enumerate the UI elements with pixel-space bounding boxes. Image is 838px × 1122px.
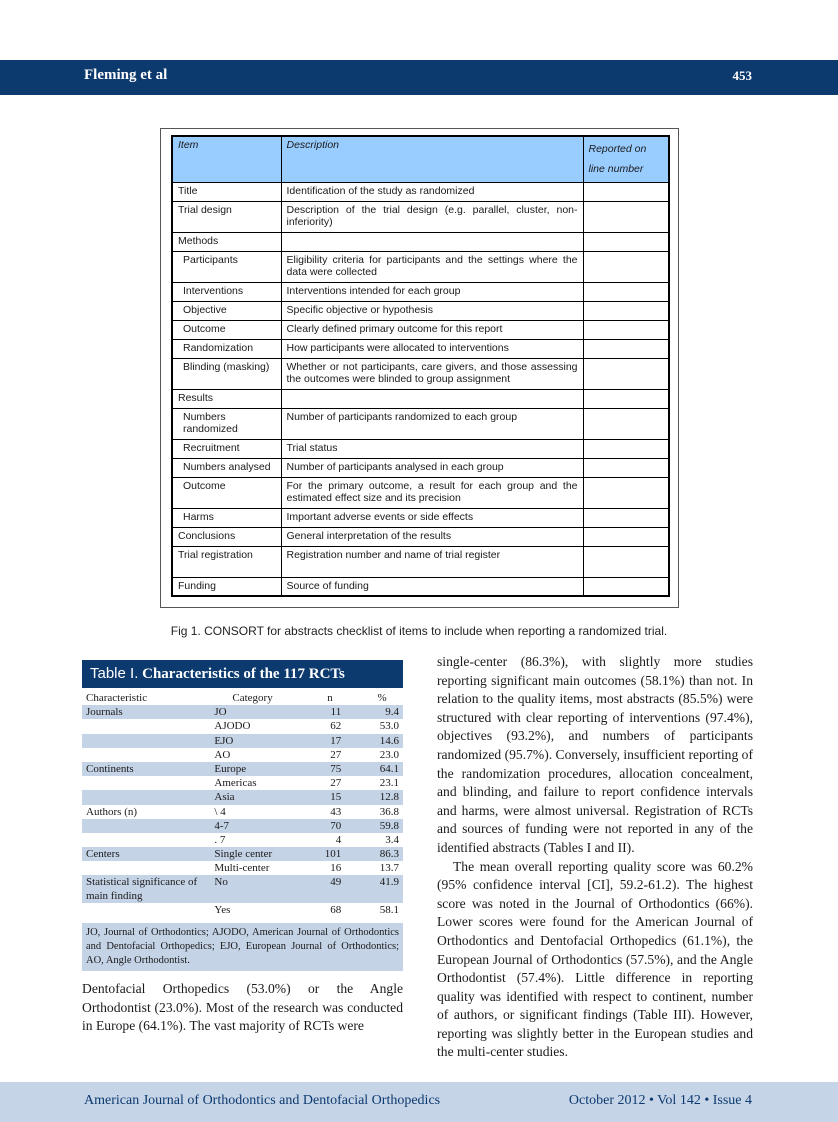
checklist-description: For the primary outcome, a result for each group and the estimated effect size and its precision (281, 477, 583, 508)
table-row (82, 762, 403, 776)
table-row (82, 833, 403, 847)
checklist-row (172, 232, 669, 251)
cell-characteristic (82, 819, 210, 833)
cell-percent: 12.8 (345, 790, 403, 804)
cell-n: 49 (307, 875, 346, 903)
cell-characteristic (82, 776, 210, 790)
cell-percent: 3.4 (385, 833, 399, 846)
checklist-row (172, 527, 669, 546)
checklist-item: Blinding (masking) (172, 358, 281, 389)
reported-line-cell (583, 508, 669, 527)
cell-percent: 58.1 (379, 904, 399, 917)
table-title-text: Characteristics of the 117 RCTs (142, 666, 345, 682)
table-row (82, 734, 403, 748)
checklist-row (172, 251, 669, 282)
cell-percent: 14.6 (345, 734, 403, 748)
checklist-row (172, 389, 669, 408)
running-title: Fleming et al (84, 67, 168, 83)
checklist-row (172, 546, 669, 577)
cell-n: 101 (307, 847, 346, 861)
checklist-description: Eligibility criteria for participants and the settings where the data were collected (281, 251, 583, 282)
paragraph: Dentofacial Orthopedics (53.0%) or the Angle Orthodontist (23.0%). Most of the research was conducted in Europe (64.1%). The vast majority of RCTs were (82, 981, 403, 1034)
reported-line-cell (583, 232, 669, 251)
col-percent: % (377, 692, 387, 704)
checklist-item: Randomization (172, 339, 281, 358)
reported-line-cell (583, 320, 669, 339)
cell-n: 43 (330, 805, 342, 818)
checklist-item: Harms (172, 508, 281, 527)
cell-percent: 59.8 (345, 819, 403, 833)
checklist-row (172, 439, 669, 458)
col-characteristic: Characteristic (86, 692, 148, 704)
cell-category: . 7 (214, 833, 226, 846)
checklist-description: Specific objective or hypothesis (281, 301, 583, 320)
checklist-item: Interventions (172, 282, 281, 301)
reported-line-cell (583, 527, 669, 546)
cell-characteristic: Journals (82, 705, 210, 719)
checklist-item: Trial registration (172, 546, 281, 577)
header-description: Description (281, 136, 583, 182)
cell-category: Asia (210, 790, 306, 804)
checklist-item: Participants (172, 251, 281, 282)
checklist-row (172, 458, 669, 477)
cell-category: EJO (210, 734, 306, 748)
checklist-description: Number of participants randomized to each group (281, 408, 583, 439)
checklist-row (172, 282, 669, 301)
table-header-row (82, 691, 403, 705)
table-row (82, 847, 403, 861)
cell-n: 70 (307, 819, 346, 833)
checklist-row (172, 301, 669, 320)
checklist-row (172, 182, 669, 201)
checklist-row (172, 508, 669, 527)
checklist-item: Methods (172, 232, 281, 251)
cell-category: \ 4 (214, 805, 226, 818)
cell-characteristic (82, 748, 210, 762)
table-row (82, 875, 403, 903)
cell-category: Single center (210, 847, 306, 861)
checklist-row (172, 408, 669, 439)
checklist-item: Recruitment (172, 439, 281, 458)
cell-n: 11 (307, 705, 346, 719)
checklist-item: Funding (172, 577, 281, 596)
cell-characteristic: Continents (82, 762, 210, 776)
paragraph: single-center (86.3%), with slightly more studies reporting significant main outcomes (58.1%) than not. In relation to the quality items, most abstracts (85.5%) were structured with clear reporting of interventions (97.4%), objectives (93.2%), and numbers of participants randomized (95.7%). Conversely, insufficient reporting of the randomization procedures, allocation concealment, and blinding, and failure to report confidence intervals and harms, were almost universal. Registration of RCTs and sources of funding were not reported in any of the identified abstracts (Tables I and II). (437, 654, 753, 855)
checklist-description: Interventions intended for each group (281, 282, 583, 301)
cell-characteristic (82, 719, 210, 733)
reported-line-cell (583, 577, 669, 596)
checklist-description: How participants were allocated to interventions (281, 339, 583, 358)
journal-name: American Journal of Orthodontics and Dentofacial Orthopedics (84, 1093, 441, 1108)
page-footer (0, 1082, 838, 1122)
cell-n: 16 (330, 862, 342, 875)
reported-line-cell (583, 458, 669, 477)
checklist-row (172, 339, 669, 358)
reported-line-cell (583, 301, 669, 320)
cell-category: Yes (214, 904, 231, 917)
characteristics-table (82, 691, 403, 918)
table-label: Table I. (90, 665, 139, 682)
figure-caption: Fig 1. CONSORT for abstracts checklist of items to include when reporting a randomized trial. (170, 624, 668, 638)
issue-info: October 2012 • Vol 142 • Issue 4 (568, 1093, 752, 1108)
table-1 (82, 660, 403, 971)
cell-n: 15 (307, 790, 346, 804)
checklist-description: Source of funding (281, 577, 583, 596)
cell-characteristic (82, 734, 210, 748)
table-row (82, 776, 403, 790)
cell-category: Multi-center (214, 862, 270, 875)
reported-line-cell (583, 339, 669, 358)
cell-n: 75 (307, 762, 346, 776)
cell-category: Americas (214, 777, 257, 790)
cell-percent: 13.7 (379, 862, 399, 875)
reported-line-cell (583, 182, 669, 201)
table-row (82, 861, 403, 875)
page-header (0, 60, 838, 95)
cell-category: AO (214, 748, 231, 761)
reported-line-cell (583, 358, 669, 389)
checklist-description: Registration number and name of trial register (281, 546, 583, 577)
table-row (82, 748, 403, 762)
checklist-description: Important adverse events or side effects (281, 508, 583, 527)
cell-characteristic: Statistical significance of main finding (82, 875, 210, 903)
checklist-item: Results (172, 389, 281, 408)
cell-characteristic: Centers (82, 847, 210, 861)
col-category: Category (232, 692, 273, 704)
cell-percent: 9.4 (345, 705, 403, 719)
table-row (82, 805, 403, 819)
cell-percent: 23.0 (379, 748, 399, 761)
col-n: n (327, 692, 333, 704)
checklist-item: Conclusions (172, 527, 281, 546)
table-1-footnote: JO, Journal of Orthodontics; AJODO, American Journal of Orthodontics and Dentofacial Orthopedics; EJO, European Journal of Orthodontics; AO, Angle Orthodontist. (82, 923, 403, 971)
page-number: 453 (732, 68, 752, 83)
checklist-description (281, 232, 583, 251)
checklist-item: Numbers analysed (172, 458, 281, 477)
cell-characteristic (82, 861, 210, 875)
cell-n: 4 (335, 833, 342, 846)
left-column-text (82, 980, 403, 1036)
consort-checklist-table (171, 135, 670, 597)
checklist-description: Whether or not participants, care givers, and those assessing the outcomes were blinded to group assignment (281, 358, 583, 389)
table-row (82, 719, 403, 733)
checklist-description: Description of the trial design (e.g. parallel, cluster, non-inferiority) (281, 201, 583, 232)
checklist-description: Trial status (281, 439, 583, 458)
cell-n: 62 (330, 720, 342, 733)
table-1-title (82, 660, 403, 688)
cell-n: 17 (307, 734, 346, 748)
cell-category: Europe (210, 762, 306, 776)
reported-line-cell (583, 439, 669, 458)
cell-percent: 86.3 (345, 847, 403, 861)
checklist-row (172, 477, 669, 508)
checklist-row (172, 201, 669, 232)
cell-percent: 53.0 (379, 720, 399, 733)
checklist-description: Number of participants analysed in each group (281, 458, 583, 477)
checklist-item: Outcome (172, 477, 281, 508)
cell-characteristic (82, 790, 210, 804)
cell-n: 27 (330, 777, 342, 790)
checklist-row (172, 320, 669, 339)
cell-category: AJODO (214, 720, 251, 733)
cell-n: 68 (330, 904, 342, 917)
right-column-text (437, 653, 753, 1062)
checklist-row (172, 358, 669, 389)
checklist-description: Identification of the study as randomized (281, 182, 583, 201)
checklist-description (281, 389, 583, 408)
checklist-item: Numbers randomized (172, 408, 281, 439)
checklist-item: Trial design (172, 201, 281, 232)
header-item: Item (172, 136, 281, 182)
table-row (82, 903, 403, 917)
checklist-description: General interpretation of the results (281, 527, 583, 546)
header-reported: Reported on line number (583, 136, 669, 182)
cell-category: JO (210, 705, 306, 719)
cell-characteristic (82, 903, 210, 917)
checklist-row (172, 577, 669, 596)
reported-line-cell (583, 282, 669, 301)
reported-line-cell (583, 201, 669, 232)
consort-figure (160, 128, 679, 608)
checklist-item: Objective (172, 301, 281, 320)
table-row (82, 790, 403, 804)
cell-characteristic (82, 833, 210, 847)
checklist-item: Outcome (172, 320, 281, 339)
table-row (82, 819, 403, 833)
reported-line-cell (583, 389, 669, 408)
checklist-item: Title (172, 182, 281, 201)
checklist-description: Clearly defined primary outcome for this report (281, 320, 583, 339)
cell-percent: 23.1 (379, 777, 399, 790)
reported-line-cell (583, 408, 669, 439)
reported-line-cell (583, 546, 669, 577)
table-row (82, 705, 403, 719)
cell-characteristic: Authors (n) (86, 805, 138, 818)
cell-n: 27 (330, 748, 342, 761)
paragraph: The mean overall reporting quality score was 60.2% (95% confidence interval [CI], 59.2-61.2). The highest score was noted in the Journal of Orthodontics (66%). Lower scores were found for the American Journal of Orthodontics and Dentofacial Orthopedics (61.1%), the European Journal of Orthodontics (57.5%), and the Angle Orthodontist (57.4%). Little difference in reporting quality was identified with respect to continent, number of authors, or significant findings (Table III). However, reporting was slightly better in the European studies and the multi-center studies. (437, 858, 753, 1060)
cell-category: 4-7 (210, 819, 306, 833)
cell-category: No (210, 875, 306, 903)
cell-percent: 41.9 (345, 875, 403, 903)
cell-percent: 64.1 (345, 762, 403, 776)
reported-line-cell (583, 251, 669, 282)
cell-percent: 36.8 (379, 805, 399, 818)
table-header-row (172, 136, 669, 182)
reported-line-cell (583, 477, 669, 508)
